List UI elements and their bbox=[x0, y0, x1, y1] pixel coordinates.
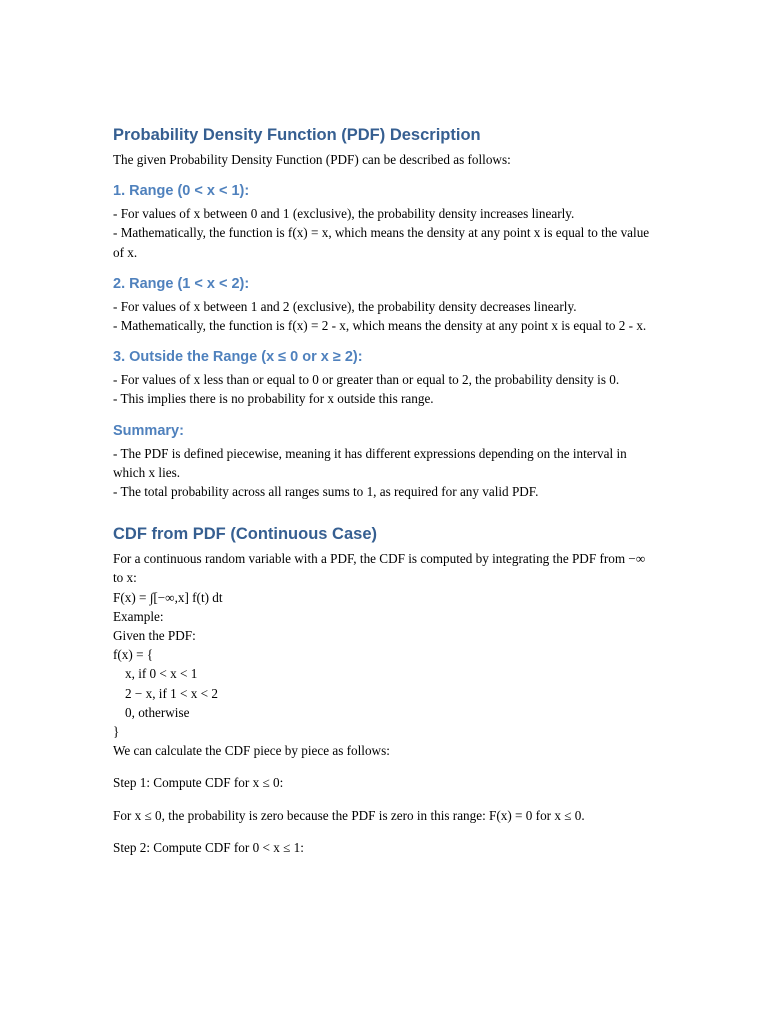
range1-line1: - For values of x between 0 and 1 (exclusive), the probability density increases linearly. bbox=[113, 206, 575, 222]
step1-text: For x ≤ 0, the probability is zero because the PDF is zero in this range: F(x) = 0 for x ≤ 0. bbox=[113, 807, 585, 823]
given-label: Given the PDF: bbox=[113, 628, 196, 644]
summary-line1: - The PDF is defined piecewise, meaning it has different expressions depending on the interval in which x lies. bbox=[113, 445, 627, 480]
summary-heading: Summary: bbox=[113, 422, 184, 439]
range3-heading: 3. Outside the Range (x ≤ 0 or x ≥ 2): bbox=[113, 349, 363, 366]
range2-heading: 2. Range (1 < x < 2): bbox=[113, 275, 250, 292]
calc-intro: We can calculate the CDF piece by piece as follows: bbox=[113, 743, 390, 759]
step1-label: Step 1: Compute CDF for x ≤ 0: bbox=[113, 775, 284, 791]
summary-line2: - The total probability across all ranges sums to 1, as required for any valid PDF. bbox=[113, 484, 539, 500]
range3-line2: - This implies there is no probability for x outside this range. bbox=[113, 391, 434, 407]
cdf-section-title: CDF from PDF (Continuous Case) bbox=[113, 525, 377, 544]
range2-line1: - For values of x between 1 and 2 (exclusive), the probability density decreases linearly. bbox=[113, 298, 577, 314]
piecewise-open: f(x) = { bbox=[113, 647, 154, 663]
cdf-intro: For a continuous random variable with a PDF, the CDF is computed by integrating the PDF from −∞ to x: bbox=[113, 551, 646, 586]
pdf-intro: The given Probability Density Function (PDF) can be described as follows: bbox=[113, 152, 511, 167]
piecewise-close: } bbox=[113, 724, 120, 740]
piecewise-case-1: x, if 0 < x < 1 bbox=[125, 666, 198, 682]
example-label: Example: bbox=[113, 608, 164, 624]
range2-line2: - Mathematically, the function is f(x) = 2 - x, which means the density at any point x is equal to 2 - x. bbox=[113, 318, 647, 334]
cdf-formula: F(x) = ∫[−∞,x] f(t) dt bbox=[113, 589, 223, 605]
range1-line2: - Mathematically, the function is f(x) = x, which means the density at any point x is equal to the value of x. bbox=[113, 225, 650, 260]
range1-heading: 1. Range (0 < x < 1): bbox=[113, 183, 250, 200]
range3-line1: - For values of x less than or equal to 0 or greater than or equal to 2, the probability density is 0. bbox=[113, 372, 620, 388]
pdf-section-title: Probability Density Function (PDF) Description bbox=[113, 126, 481, 144]
piecewise-case-2: 2 − x, if 1 < x < 2 bbox=[125, 685, 219, 701]
step2-label: Step 2: Compute CDF for 0 < x ≤ 1: bbox=[113, 839, 304, 855]
piecewise-case-3: 0, otherwise bbox=[125, 704, 190, 720]
